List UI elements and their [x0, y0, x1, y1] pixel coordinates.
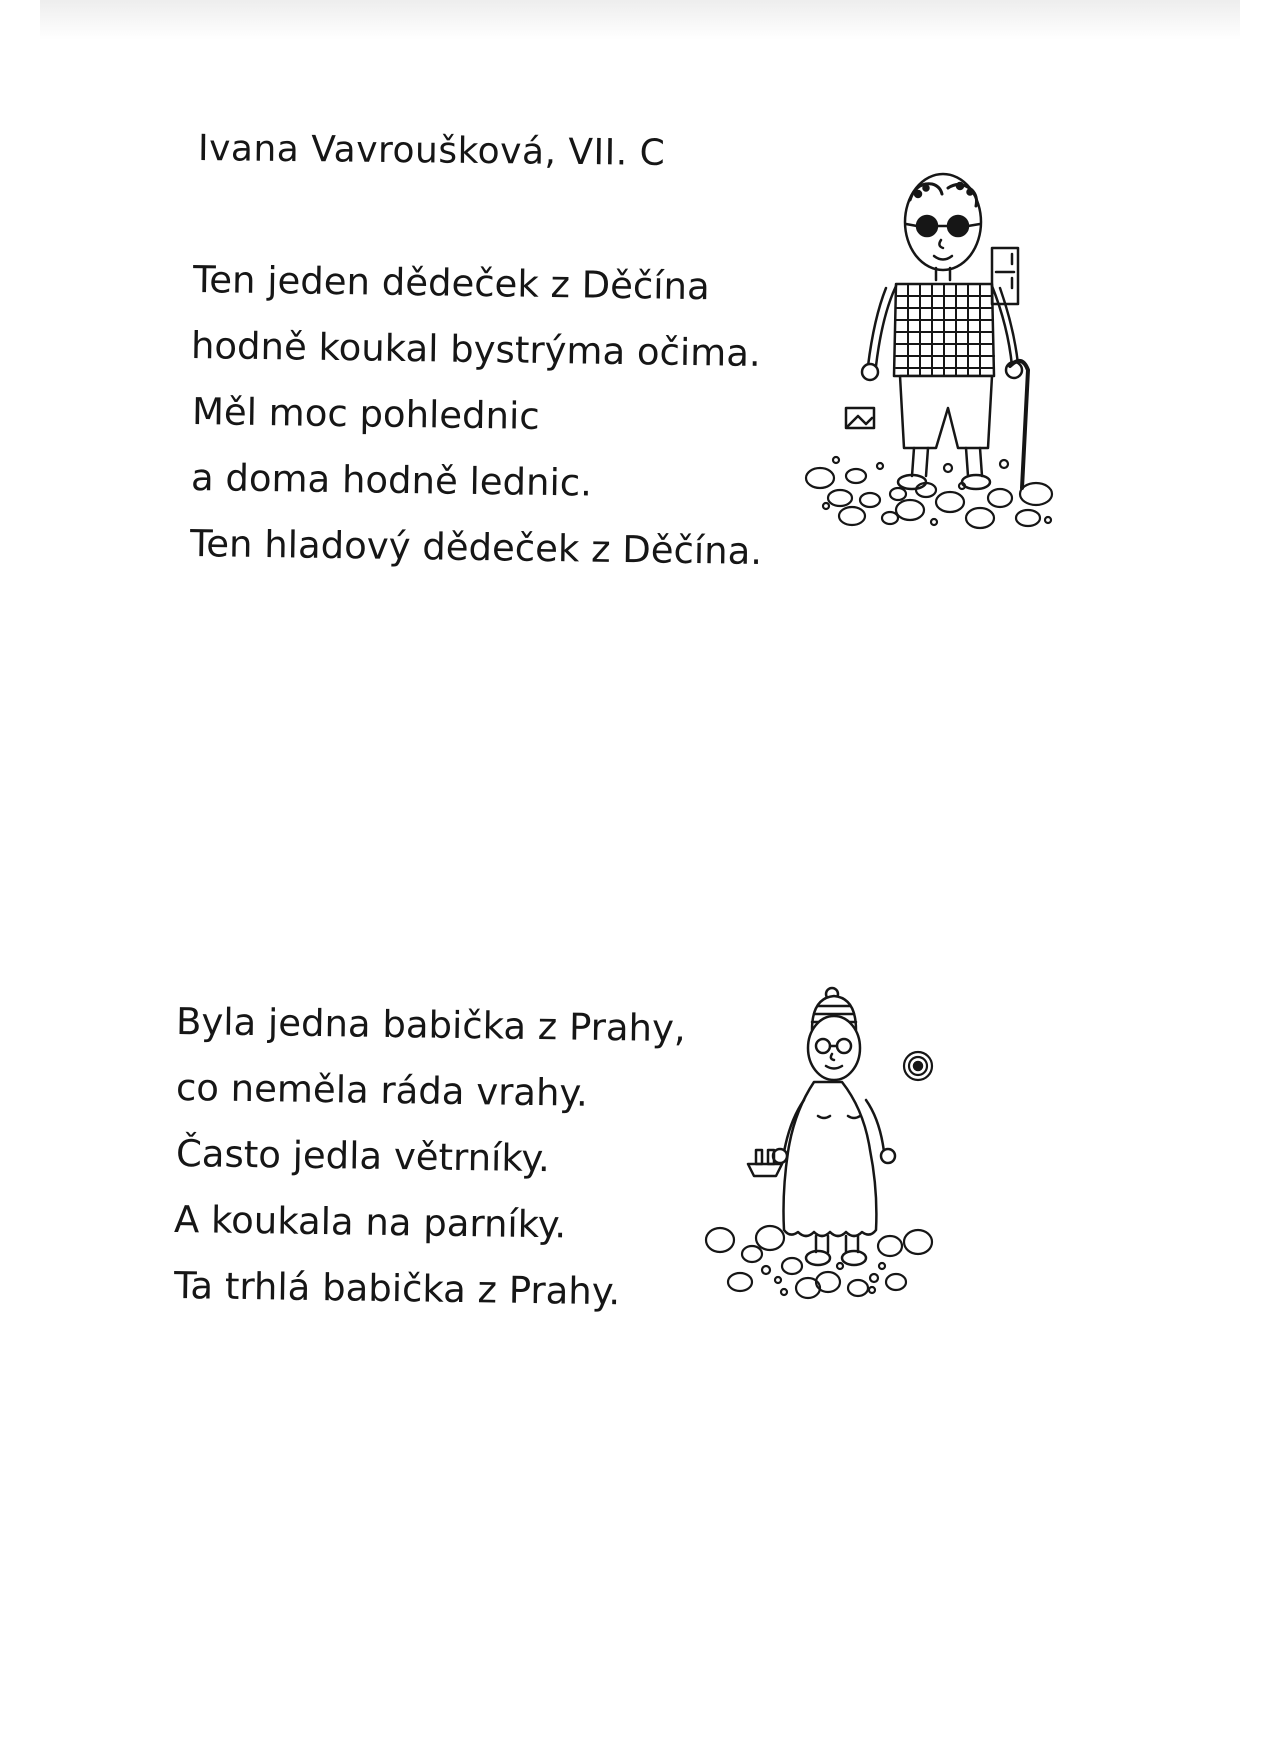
scan-edge-shadow — [40, 0, 1240, 40]
poem-line: a doma hodně lednic. — [190, 456, 593, 505]
poem-line: Často jedla větrníky. — [175, 1132, 551, 1181]
grandpa-drawing-icon — [800, 160, 1090, 540]
poem-line: hodně koukal bystrýma očima. — [190, 324, 761, 375]
poem-line: Ten hladový dědeček z Děčína. — [189, 522, 763, 573]
poem-line: Byla jedna babička z Prahy, — [175, 1000, 686, 1051]
poem-line: co neměla ráda vrahy. — [175, 1066, 589, 1115]
poem-line: Ta trhlá babička z Prahy. — [173, 1264, 621, 1314]
poem-line: Ten jeden dědeček z Děčína — [192, 258, 711, 309]
poem-line: Měl moc pohlednic — [191, 390, 540, 438]
grandma-drawing-icon — [700, 990, 980, 1320]
author-line: Ivana Vavroušková, VII. C — [197, 128, 666, 174]
poem-line: A koukala na parníky. — [173, 1198, 567, 1247]
